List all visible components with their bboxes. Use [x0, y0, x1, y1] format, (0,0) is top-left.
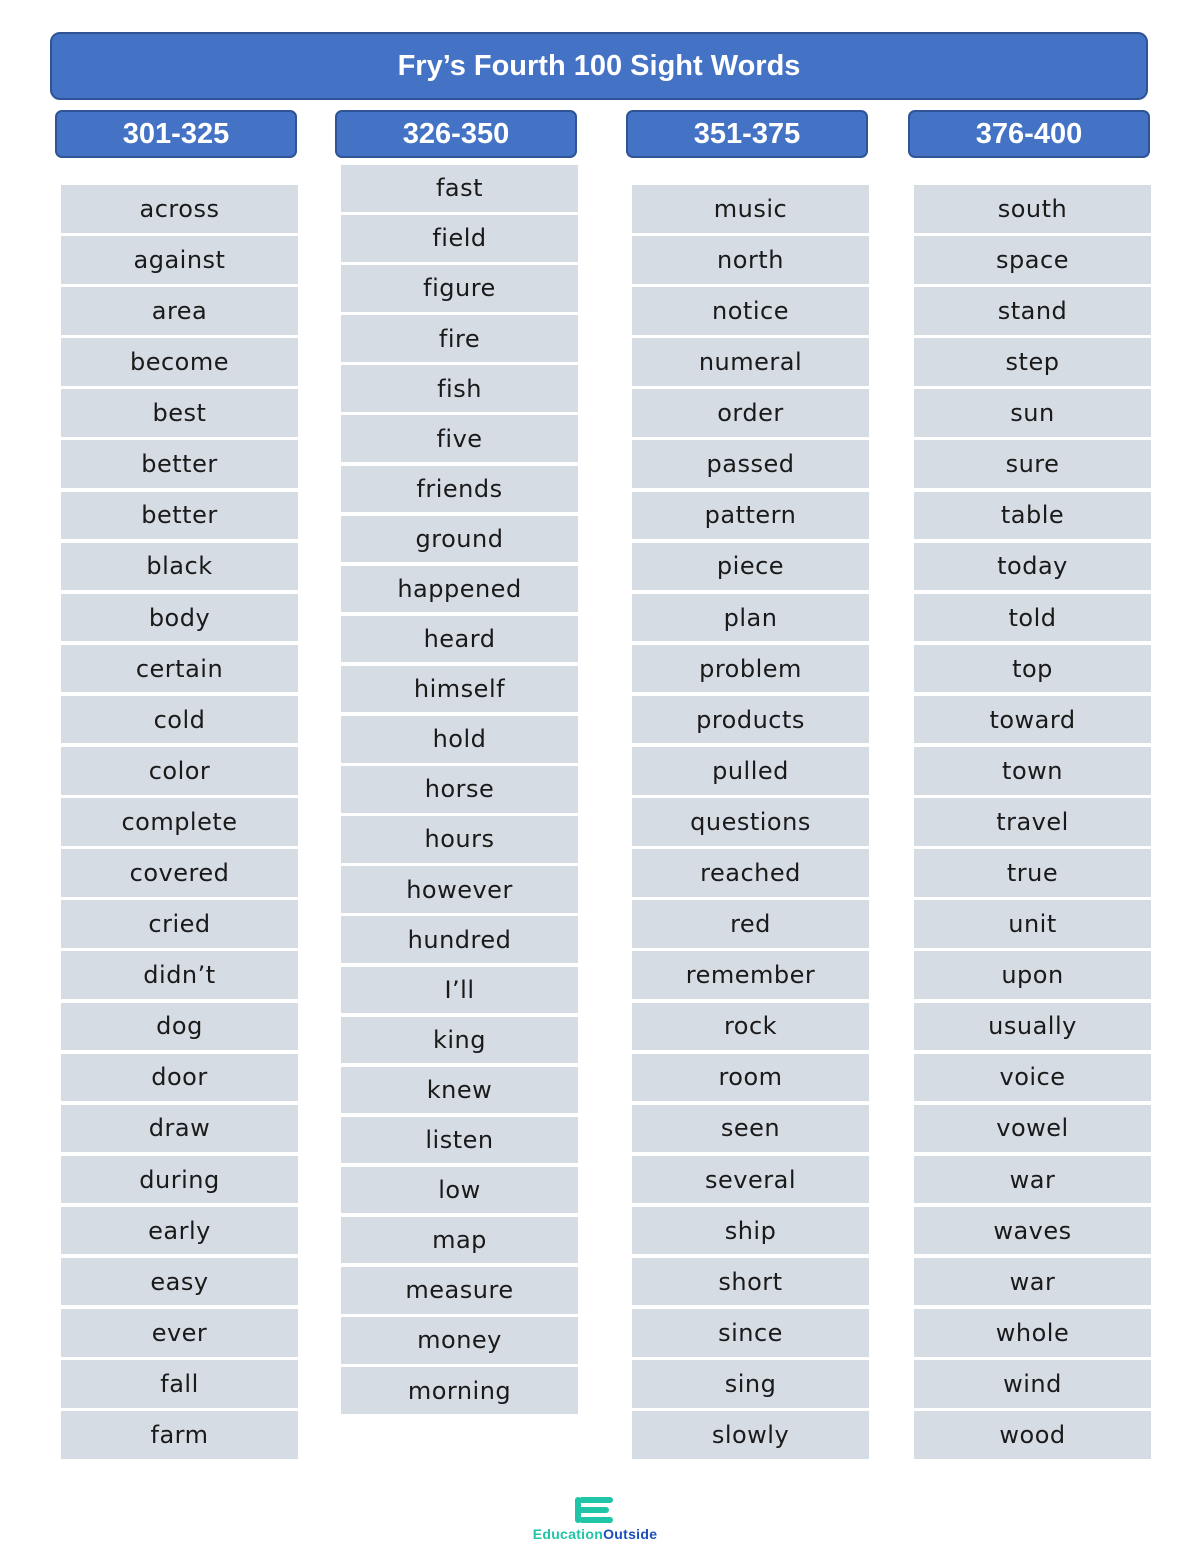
- word-cell: ever: [61, 1309, 298, 1357]
- education-outside-logo: [490, 1496, 700, 1544]
- word-cell: during: [61, 1156, 298, 1204]
- word-cell: black: [61, 543, 298, 591]
- word-cell: unit: [914, 900, 1151, 948]
- word-cell: seen: [632, 1105, 869, 1153]
- word-cell: short: [632, 1258, 869, 1306]
- word-cell: king: [341, 1017, 578, 1064]
- word-cell: map: [341, 1217, 578, 1264]
- word-cell: early: [61, 1207, 298, 1255]
- word-cell: told: [914, 594, 1151, 642]
- word-cell: didn’t: [61, 951, 298, 999]
- word-cell: hours: [341, 816, 578, 863]
- column-header: 326-350: [335, 110, 577, 158]
- word-cell: heard: [341, 616, 578, 663]
- word-cell: himself: [341, 666, 578, 713]
- word-cell: morning: [341, 1367, 578, 1414]
- word-cell: problem: [632, 645, 869, 693]
- word-cell: room: [632, 1054, 869, 1102]
- word-cell: step: [914, 338, 1151, 386]
- word-cell: certain: [61, 645, 298, 693]
- word-cell: several: [632, 1156, 869, 1204]
- word-cell: stand: [914, 287, 1151, 335]
- word-cell: numeral: [632, 338, 869, 386]
- word-cell: complete: [61, 798, 298, 846]
- page-title: Fry’s Fourth 100 Sight Words: [50, 32, 1148, 100]
- word-cell: horse: [341, 766, 578, 813]
- column-header: 301-325: [55, 110, 297, 158]
- word-list: [341, 165, 578, 1417]
- word-cell: piece: [632, 543, 869, 591]
- word-cell: farm: [61, 1411, 298, 1459]
- word-cell: since: [632, 1309, 869, 1357]
- logo-text-outside: Outside: [603, 1526, 658, 1542]
- word-cell: remember: [632, 951, 869, 999]
- word-cell: dog: [61, 1003, 298, 1051]
- word-cell: waves: [914, 1207, 1151, 1255]
- word-cell: low: [341, 1167, 578, 1214]
- word-cell: table: [914, 492, 1151, 540]
- word-cell: door: [61, 1054, 298, 1102]
- word-cell: friends: [341, 466, 578, 513]
- word-cell: wind: [914, 1360, 1151, 1408]
- word-cell: north: [632, 236, 869, 284]
- word-cell: ground: [341, 516, 578, 563]
- word-cell: fast: [341, 165, 578, 212]
- word-cell: toward: [914, 696, 1151, 744]
- word-cell: rock: [632, 1003, 869, 1051]
- word-cell: war: [914, 1156, 1151, 1204]
- word-cell: better: [61, 440, 298, 488]
- word-cell: pattern: [632, 492, 869, 540]
- word-cell: travel: [914, 798, 1151, 846]
- word-cell: against: [61, 236, 298, 284]
- word-cell: top: [914, 645, 1151, 693]
- word-cell: body: [61, 594, 298, 642]
- word-cell: figure: [341, 265, 578, 312]
- word-cell: hundred: [341, 916, 578, 963]
- word-cell: listen: [341, 1117, 578, 1164]
- word-cell: whole: [914, 1309, 1151, 1357]
- word-cell: slowly: [632, 1411, 869, 1459]
- word-column-2: [335, 110, 577, 1405]
- logo-text-education: Education: [532, 1526, 604, 1542]
- word-cell: area: [61, 287, 298, 335]
- word-cell: vowel: [914, 1105, 1151, 1153]
- word-cell: voice: [914, 1054, 1151, 1102]
- word-cell: covered: [61, 849, 298, 897]
- word-cell: easy: [61, 1258, 298, 1306]
- word-cell: five: [341, 415, 578, 462]
- word-cell: products: [632, 696, 869, 744]
- word-cell: field: [341, 215, 578, 262]
- book-stack-icon: [573, 1496, 617, 1524]
- logo-wordmark: [533, 1526, 658, 1542]
- word-cell: fall: [61, 1360, 298, 1408]
- word-cell: sing: [632, 1360, 869, 1408]
- word-cell: reached: [632, 849, 869, 897]
- word-cell: cold: [61, 696, 298, 744]
- word-list: [914, 185, 1151, 1462]
- word-cell: usually: [914, 1003, 1151, 1051]
- word-cell: today: [914, 543, 1151, 591]
- column-header: 376-400: [908, 110, 1150, 158]
- word-cell: across: [61, 185, 298, 233]
- word-cell: upon: [914, 951, 1151, 999]
- word-cell: however: [341, 866, 578, 913]
- word-cell: pulled: [632, 747, 869, 795]
- word-list: [61, 185, 298, 1462]
- word-cell: best: [61, 389, 298, 437]
- word-cell: red: [632, 900, 869, 948]
- word-cell: happened: [341, 566, 578, 613]
- word-cell: hold: [341, 716, 578, 763]
- word-cell: wood: [914, 1411, 1151, 1459]
- word-cell: true: [914, 849, 1151, 897]
- word-cell: sun: [914, 389, 1151, 437]
- word-cell: music: [632, 185, 869, 233]
- word-cell: color: [61, 747, 298, 795]
- word-column-3: [626, 110, 868, 1449]
- word-cell: passed: [632, 440, 869, 488]
- word-cell: order: [632, 389, 869, 437]
- word-cell: better: [61, 492, 298, 540]
- column-header: 351-375: [626, 110, 868, 158]
- word-cell: fish: [341, 365, 578, 412]
- word-cell: cried: [61, 900, 298, 948]
- word-cell: money: [341, 1317, 578, 1364]
- word-column-1: [55, 110, 297, 1449]
- word-cell: sure: [914, 440, 1151, 488]
- word-cell: measure: [341, 1267, 578, 1314]
- word-cell: plan: [632, 594, 869, 642]
- word-cell: ship: [632, 1207, 869, 1255]
- word-cell: questions: [632, 798, 869, 846]
- word-cell: fire: [341, 315, 578, 362]
- word-cell: space: [914, 236, 1151, 284]
- word-cell: south: [914, 185, 1151, 233]
- word-cell: war: [914, 1258, 1151, 1306]
- word-cell: notice: [632, 287, 869, 335]
- word-cell: I’ll: [341, 967, 578, 1014]
- word-cell: town: [914, 747, 1151, 795]
- word-cell: draw: [61, 1105, 298, 1153]
- word-list: [632, 185, 869, 1462]
- word-column-4: [908, 110, 1150, 1449]
- word-cell: become: [61, 338, 298, 386]
- word-cell: knew: [341, 1067, 578, 1114]
